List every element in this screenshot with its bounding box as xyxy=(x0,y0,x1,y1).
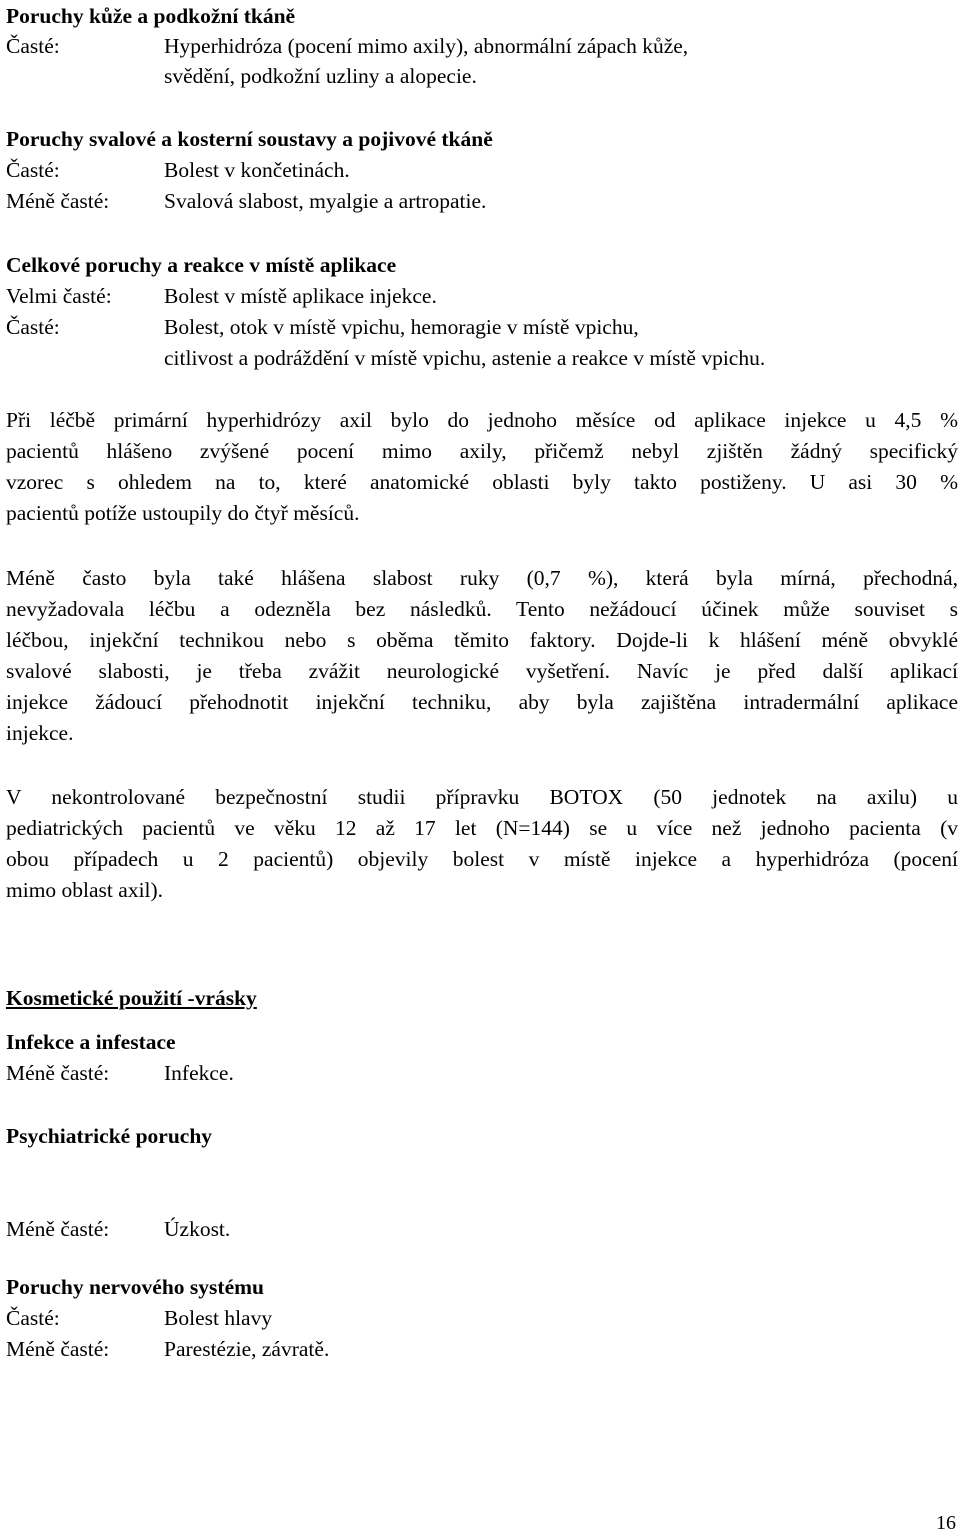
section-heading-infections: Infekce a infestace xyxy=(6,1030,176,1054)
paragraph-line: léčbou, injekční technikou nebo s oběma těmito faktory. Dojde-li k hlášení méně obvyklé xyxy=(6,628,958,652)
frequency-value-cont: svědění, podkožní uzliny a alopecie. xyxy=(164,64,477,88)
paragraph-hyperhidrosis xyxy=(6,405,958,529)
paragraph-line: Při léčbě primární hyperhidrózy axil bylo do jednoho měsíce od aplikace injekce u 4,5 % xyxy=(6,408,958,432)
paragraph-line: pacientů potíže ustoupily do čtyř měsíců. xyxy=(6,501,360,525)
paragraph-line: injekce žádoucí přehodnotit injekční techniku, aby byla zajištěna intradermální aplikace xyxy=(6,690,958,714)
paragraph-line: svalové slabosti, je třeba zvážit neurologické vyšetření. Navíc je před další aplikací xyxy=(6,659,958,683)
frequency-value: Bolest v končetinách. xyxy=(164,158,350,182)
frequency-label: Méně časté: xyxy=(6,189,110,213)
frequency-label: Velmi časté: xyxy=(6,284,112,308)
paragraph-line: obou případech u 2 pacientů) objevily bolest v místě injekce a hyperhidróza (pocení xyxy=(6,847,958,871)
frequency-value: Bolest hlavy xyxy=(164,1306,273,1330)
paragraph-hand-weakness xyxy=(6,563,958,749)
frequency-value-cont: citlivost a podráždění v místě vpichu, astenie a reakce v místě vpichu. xyxy=(164,346,766,370)
frequency-value: Svalová slabost, myalgie a artropatie. xyxy=(164,189,487,213)
section-heading-psychiatric: Psychiatrické poruchy xyxy=(6,1124,213,1148)
paragraph-line: injekce. xyxy=(6,721,74,745)
frequency-value: Infekce. xyxy=(164,1061,234,1085)
frequency-value: Bolest v místě aplikace injekce. xyxy=(164,284,437,308)
section-heading-general: Celkové poruchy a reakce v místě aplikace xyxy=(6,253,397,277)
frequency-value: Bolest, otok v místě vpichu, hemoragie v místě vpichu, xyxy=(164,315,639,339)
section-heading-musculoskeletal: Poruchy svalové a kosterní soustavy a pojivové tkáně xyxy=(6,127,493,151)
frequency-value: Úzkost. xyxy=(164,1217,231,1241)
frequency-value: Hyperhidróza (pocení mimo axily), abnormální zápach kůže, xyxy=(164,34,689,58)
frequency-label: Časté: xyxy=(6,158,60,182)
paragraph-line: nevyžadovala léčbu a odezněla bez následků. Tento nežádoucí účinek může souviset s xyxy=(6,597,958,621)
frequency-label: Časté: xyxy=(6,1306,60,1330)
frequency-label: Časté: xyxy=(6,34,60,58)
page-number: 16 xyxy=(936,1512,956,1534)
frequency-label: Méně časté: xyxy=(6,1217,110,1241)
paragraph-line: mimo oblast axil). xyxy=(6,878,164,902)
cosmetic-use-title: Kosmetické použití -vrásky xyxy=(6,986,257,1010)
paragraph-line: vzorec s ohledem na to, které anatomické oblasti byly takto postiženy. U asi 30 % xyxy=(6,470,958,494)
frequency-label: Časté: xyxy=(6,315,60,339)
section-heading-nervous: Poruchy nervového systému xyxy=(6,1275,264,1299)
paragraph-line: pediatrických pacientů ve věku 12 až 17 let (N=144) se u více než jednoho pacienta (v xyxy=(6,816,958,840)
frequency-label: Méně časté: xyxy=(6,1337,110,1361)
paragraph-line: V nekontrolované bezpečnostní studii přípravku BOTOX (50 jednotek na axilu) u xyxy=(6,785,958,809)
frequency-label: Méně časté: xyxy=(6,1061,110,1085)
paragraph-pediatric-study xyxy=(6,782,958,906)
frequency-value: Parestézie, závratě. xyxy=(164,1337,330,1361)
paragraph-line: pacientů hlášeno zvýšené pocení mimo axily, přičemž nebyl zjištěn žádný specifický xyxy=(6,439,958,463)
section-heading-skin: Poruchy kůže a podkožní tkáně xyxy=(6,4,296,28)
paragraph-line: Méně často byla také hlášena slabost ruky (0,7 %), která byla mírná, přechodná, xyxy=(6,566,958,590)
